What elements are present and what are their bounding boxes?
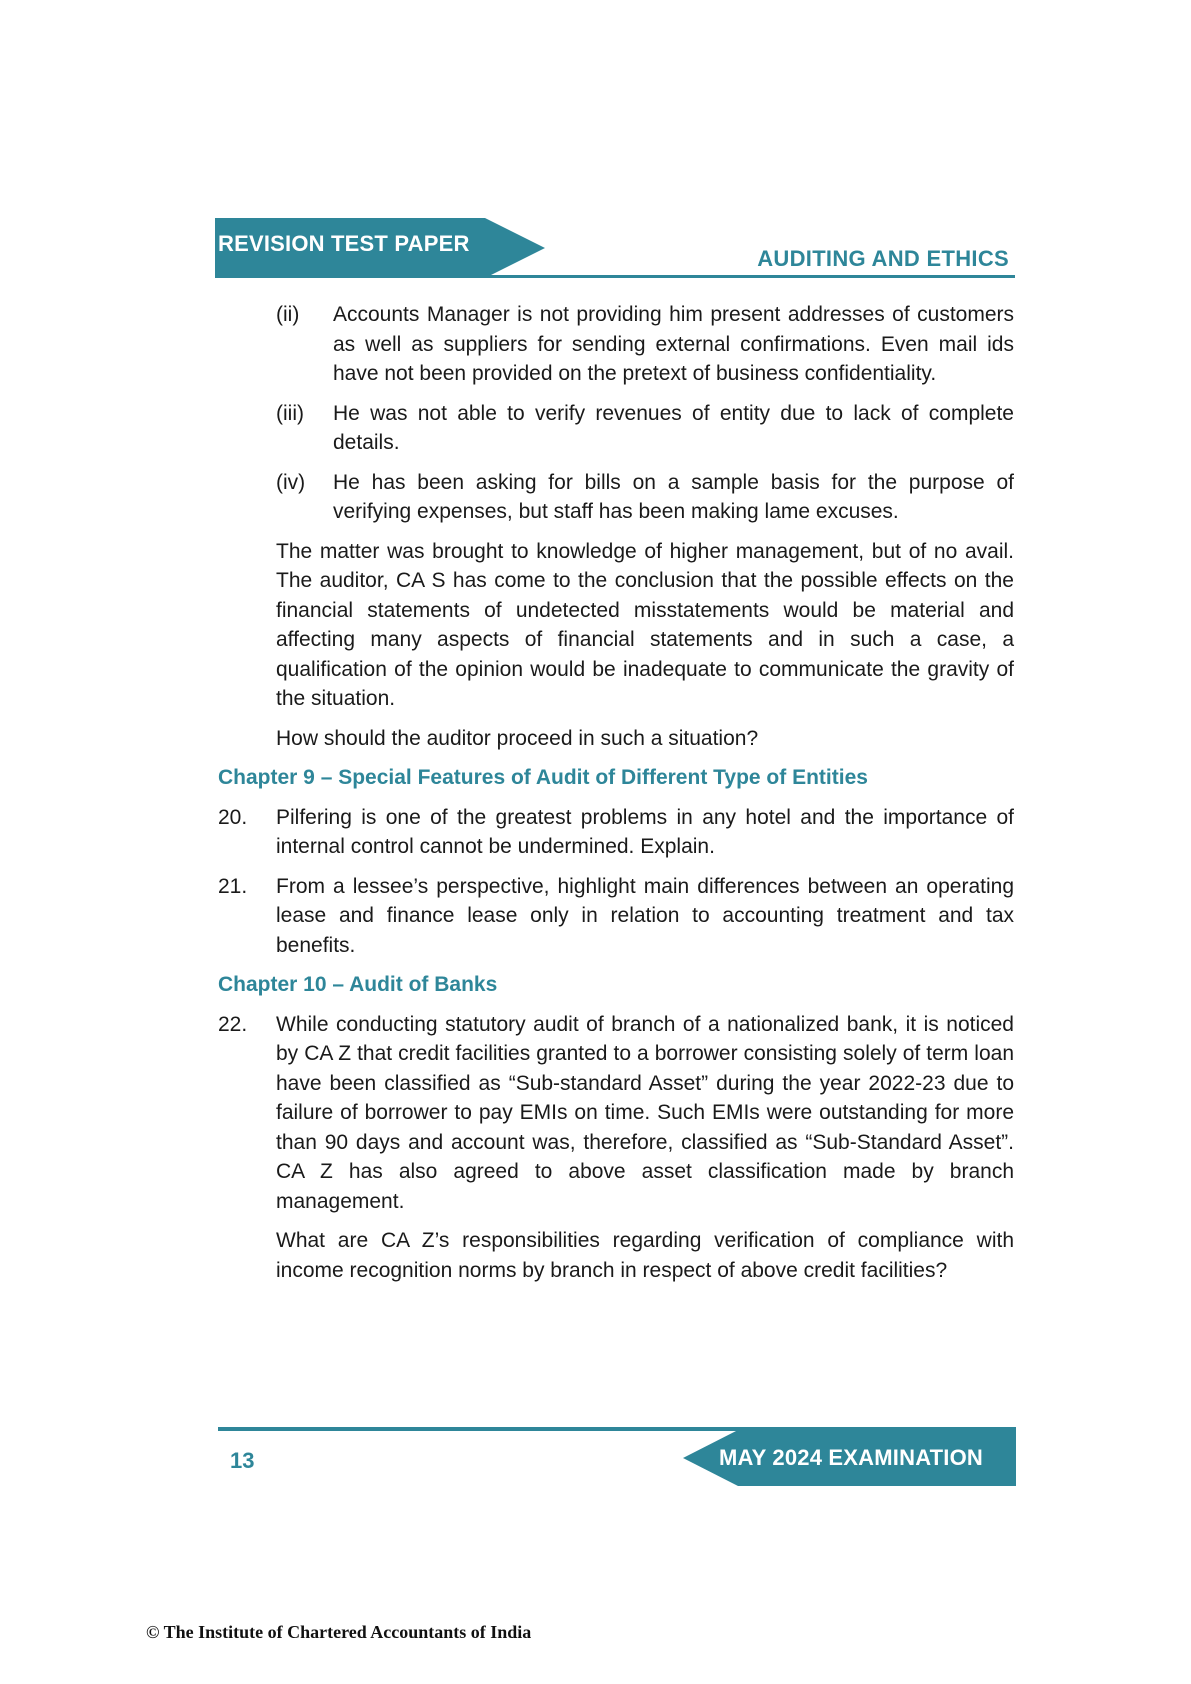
question-number: 21. xyxy=(218,874,248,898)
page-body xyxy=(218,300,1014,1295)
list-item xyxy=(276,399,1014,458)
chapter-heading-10: Chapter 10 – Audit of Banks xyxy=(218,973,498,996)
header-rule xyxy=(215,275,1015,278)
question-21 xyxy=(218,872,1014,961)
subject-title: AUDITING AND ETHICS xyxy=(757,246,1009,271)
list-item-text: Accounts Manager is not providing him present addresses of customers as well as suppliers for sending external confirmations. Even mail ids have not been provided on the pretext of business confidentiality. xyxy=(333,303,1014,385)
header-tab-label: REVISION TEST PAPER xyxy=(218,231,470,256)
question-22 xyxy=(218,1010,1014,1217)
question-number: 22. xyxy=(218,1012,248,1036)
question-20 xyxy=(218,803,1014,862)
list-item xyxy=(276,300,1014,389)
list-item-text: He has been asking for bills on a sample basis for the purpose of verifying expenses, but staff has been making lame excuses. xyxy=(333,470,1014,523)
list-item-label: (iv) xyxy=(276,470,306,494)
paragraph-matter: The matter was brought to knowledge of higher management, but of no avail. The auditor, CA S has come to the conclusion that the possible effects on the financial statements of undetected misstatements would be material and affecting many aspects of financial statements and in such a case, a qualification of the opinion would be inadequate to communicate the gravity of the situation. xyxy=(276,539,1014,710)
copyright-notice: © The Institute of Chartered Accountants of India xyxy=(146,1622,532,1642)
page-number: 13 xyxy=(230,1448,255,1473)
list-item-label: (iii) xyxy=(276,401,304,425)
question-text: Pilfering is one of the greatest problems in any hotel and the importance of internal control cannot be undermined. Explain. xyxy=(276,805,1014,858)
list-item-label: (ii) xyxy=(276,303,300,326)
exam-label: MAY 2024 EXAMINATION xyxy=(719,1445,984,1470)
question-number: 20. xyxy=(218,805,248,829)
paragraph-question: How should the auditor proceed in such a situation? xyxy=(276,726,759,750)
list-item-text: He was not able to verify revenues of entity due to lack of complete details. xyxy=(333,401,1014,454)
question-text: While conducting statutory audit of branch of a nationalized bank, it is noticed by CA Z that credit facilities granted to a borrower consisting solely of term loan have been classified as “Sub-standard Asset” during the year 2022-23 due to failure of borrower to pay EMIs on time. Such EMIs were outstanding for more than 90 days and account was, therefore, classified as “Sub-Standard Asset”. CA Z has also agreed to above asset classification made by branch management. xyxy=(276,1012,1014,1213)
question-22-followup: What are CA Z’s responsibilities regarding verification of compliance with income recognition norms by branch in respect of above credit facilities? xyxy=(276,1229,1014,1282)
list-item xyxy=(276,468,1014,527)
chapter-heading-9: Chapter 9 – Special Features of Audit of Different Type of Entities xyxy=(218,766,868,789)
question-text: From a lessee’s perspective, highlight main differences between an operating lease and finance lease only in relation to accounting treatment and tax benefits. xyxy=(276,874,1014,957)
